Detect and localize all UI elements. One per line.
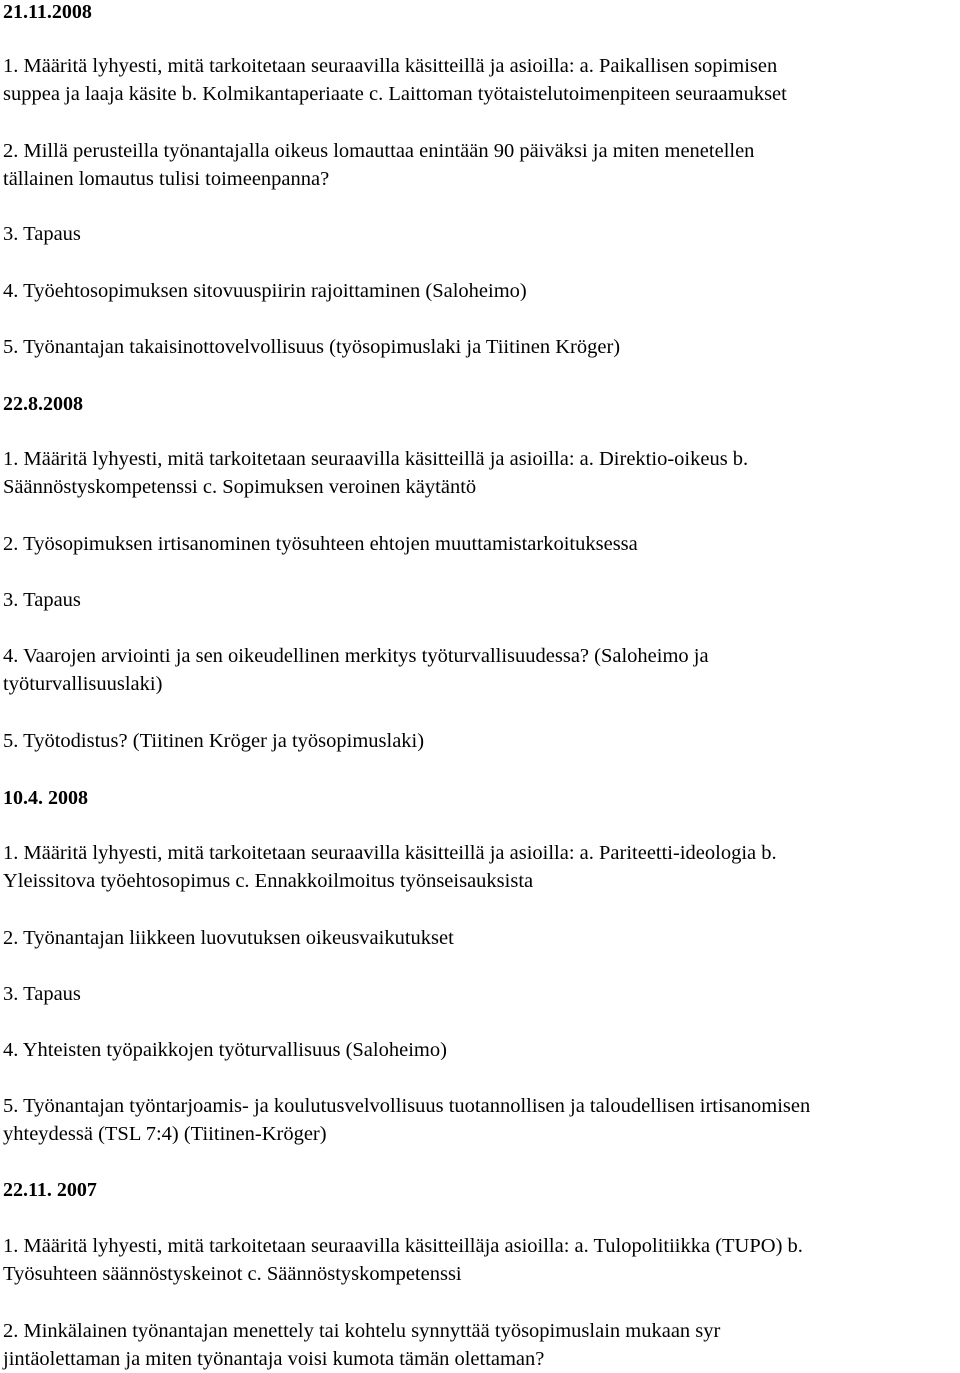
question-line: tällainen lomautus tulisi toimeenpanna?	[3, 168, 330, 190]
exam-question	[3, 839, 777, 895]
exam-question	[3, 586, 81, 614]
exam-date: 22.11. 2007	[3, 1179, 97, 1201]
exam-question	[3, 980, 81, 1008]
question-line: 3. Tapaus	[3, 223, 81, 245]
question-line: 5. Työnantajan takaisinottovelvollisuus (työsopimuslaki ja Tiitinen Kröger)	[3, 336, 621, 358]
exam-question	[3, 1036, 447, 1064]
question-line: Työsuhteen säännöstyskeinot c. Säännöstyskompetenssi	[3, 1263, 462, 1285]
question-line: 4. Vaarojen arviointi ja sen oikeudellinen merkitys työturvallisuudessa? (Saloheimo ja	[3, 645, 709, 667]
question-line: yhteydessä (TSL 7:4) (Tiitinen-Kröger)	[3, 1123, 327, 1145]
question-line: työturvallisuuslaki)	[3, 673, 163, 695]
question-line: 5. Työnantajan työntarjoamis- ja koulutusvelvollisuus tuotannollisen ja taloudellisen irtisanomisen	[3, 1095, 811, 1117]
question-line: jintäolettaman ja miten työnantaja voisi kumota tämän olettaman?	[3, 1348, 545, 1370]
exam-question	[3, 1317, 720, 1373]
question-line: 1. Määritä lyhyesti, mitä tarkoitetaan seuraavilla käsitteillä ja asioilla: a. Direktio-oikeus b.	[3, 448, 749, 470]
question-line: 1. Määritä lyhyesti, mitä tarkoitetaan seuraavilla käsitteillä ja asioilla: a. Paikallisen sopimisen	[3, 55, 778, 77]
exam-question	[3, 137, 754, 193]
exam-question	[3, 277, 527, 305]
exam-question	[3, 924, 454, 952]
exam-date: 22.8.2008	[3, 393, 83, 415]
question-line: 1. Määritä lyhyesti, mitä tarkoitetaan seuraavilla käsitteilläja asioilla: a. Tulopolitiikka (TUPO) b.	[3, 1235, 803, 1257]
question-line: Säännöstyskompetenssi c. Sopimuksen veroinen käytäntö	[3, 476, 477, 498]
question-line: 2. Millä perusteilla työnantajalla oikeus lomauttaa enintään 90 päiväksi ja miten menetellen	[3, 140, 755, 162]
exam-question	[3, 52, 787, 108]
question-line: 3. Tapaus	[3, 589, 81, 611]
question-line: Yleissitova työehtosopimus c. Ennakkoilmoitus työnseisauksista	[3, 870, 534, 892]
exam-question	[3, 530, 638, 558]
exam-question	[3, 1232, 803, 1288]
question-line: 1. Määritä lyhyesti, mitä tarkoitetaan seuraavilla käsitteillä ja asioilla: a. Pariteetti-ideologia b.	[3, 842, 777, 864]
exam-date: 21.11.2008	[3, 1, 92, 23]
question-line: 2. Minkälainen työnantajan menettely tai kohtelu synnyttää työsopimuslain mukaan syr	[3, 1320, 721, 1342]
exam-question	[3, 333, 620, 361]
exam-question	[3, 220, 81, 248]
question-line: 5. Työtodistus? (Tiitinen Kröger ja työsopimuslaki)	[3, 730, 425, 752]
question-line: 3. Tapaus	[3, 983, 81, 1005]
exam-question	[3, 1092, 810, 1148]
exam-date: 10.4. 2008	[3, 787, 88, 809]
exam-question	[3, 445, 748, 501]
question-line: 2. Työnantajan liikkeen luovutuksen oikeusvaikutukset	[3, 927, 454, 949]
exam-question	[3, 727, 424, 755]
question-line: suppea ja laaja käsite b. Kolmikantaperiaate c. Laittoman työtaistelutoimenpiteen seuraamukset	[3, 83, 787, 105]
exam-question	[3, 642, 709, 698]
question-line: 2. Työsopimuksen irtisanominen työsuhteen ehtojen muuttamistarkoituksessa	[3, 533, 638, 555]
question-line: 4. Työehtosopimuksen sitovuuspiirin rajoittaminen (Saloheimo)	[3, 280, 527, 302]
question-line: 4. Yhteisten työpaikkojen työturvallisuus (Saloheimo)	[3, 1039, 447, 1061]
